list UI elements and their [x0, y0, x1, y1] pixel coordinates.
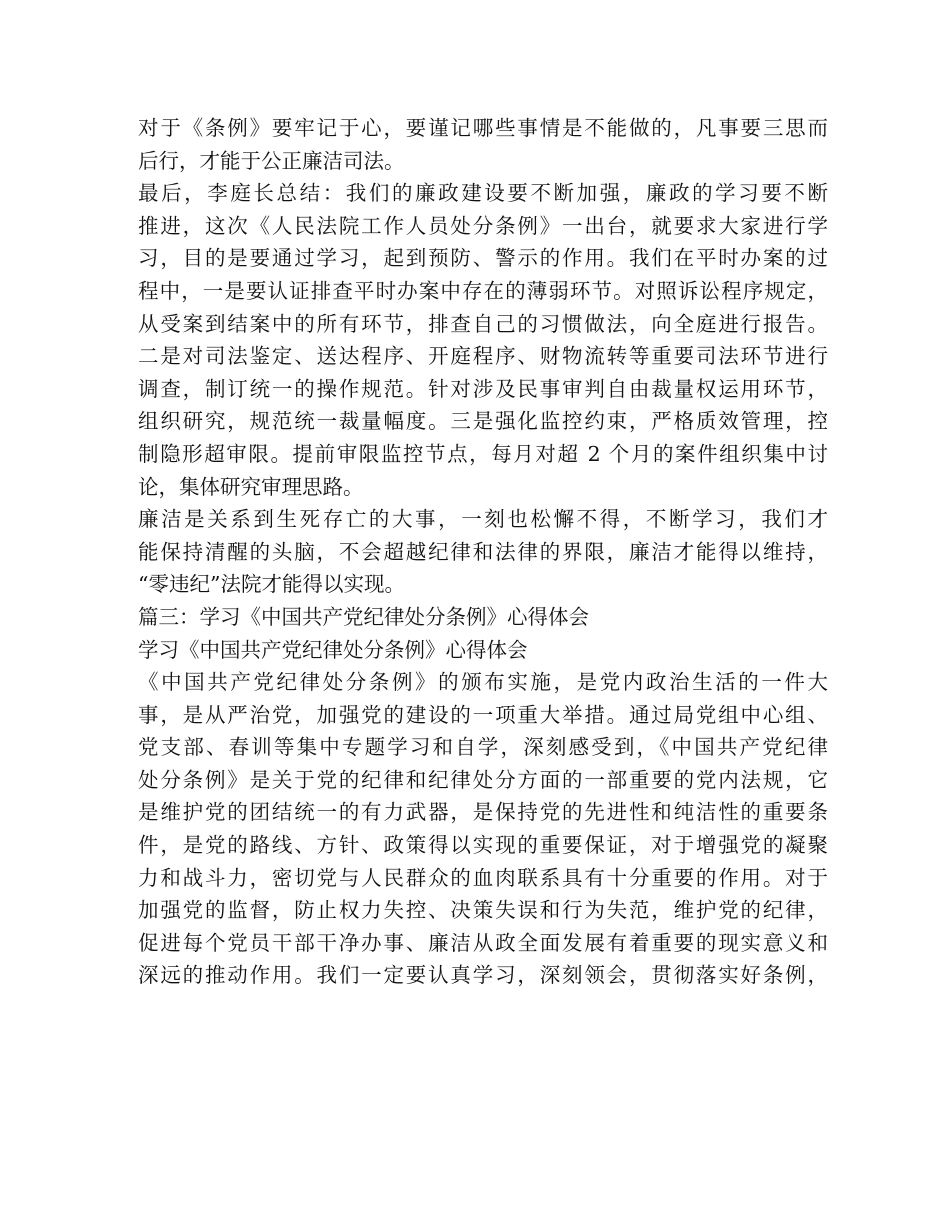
text-line: 是维护党的团结统一的有力武器，是保持党的先进性和纯洁性的重要条: [138, 800, 828, 825]
text-line: 组织研究，规范统一裁量幅度。三是强化监控约束，严格质效管理，控: [138, 409, 828, 434]
text-line: 后行，才能于公正廉洁司法。: [138, 148, 405, 173]
text-line: 加强党的监督，防止权力失控、决策失误和行为失范，维护党的纪律，: [138, 898, 828, 923]
text-line: 调查，制订统一的操作规范。针对涉及民事审判自由裁量权运用环节，: [138, 376, 828, 401]
text-line: 篇三：学习《中国共产党纪律处分条例》心得体会: [138, 604, 589, 629]
text-line: 最后，李庭长总结：我们的廉政建设要不断加强，廉政的学习要不断: [138, 181, 828, 206]
text-line: 习，目的是要通过学习，起到预防、警示的作用。我们在平时办案的过: [138, 246, 828, 271]
text-line: 促进每个党员干部干净办事、廉洁从政全面发展有着重要的现实意义和: [138, 930, 828, 955]
text-line: 事，是从严治党，加强党的建设的一项重大举措。通过局党组中心组、: [138, 702, 828, 727]
document-body: [138, 112, 828, 992]
text-line: 推进，这次《人民法院工作人员处分条例》一出台，就要求大家进行学: [138, 213, 828, 238]
text-line: 深远的推动作用。我们一定要认真学习，深刻领会，贯彻落实好条例，: [138, 963, 828, 988]
text-line: 从受案到结案中的所有环节，排查自己的习惯做法，向全庭进行报告。: [138, 311, 828, 336]
text-line: 能保持清醒的头脑，不会超越纪律和法律的界限，廉洁才能得以维持，: [138, 539, 828, 564]
text-line: 党支部、春训等集中专题学习和自学，深刻感受到，《中国共产党纪律: [138, 735, 828, 760]
text-line: 对于《条例》要牢记于心，要谨记哪些事情是不能做的，凡事要三思而: [138, 116, 828, 140]
text-line: 论，集体研究审理思路。: [138, 474, 364, 499]
text-line: 学习《中国共产党纪律处分条例》心得体会: [138, 637, 528, 662]
text-line: 《中国共产党纪律处分条例》的颁布实施，是党内政治生活的一件大: [138, 670, 828, 695]
text-line: 处分条例》是关于党的纪律和纪律处分方面的一部重要的党内法规，它: [138, 767, 828, 792]
text-line: 二是对司法鉴定、送达程序、开庭程序、财物流转等重要司法环节进行: [138, 344, 828, 369]
text-line: 制隐形超审限。提前审限监控节点，每月对超 2 个月的案件组织集中讨: [138, 441, 828, 466]
text-line: 力和战斗力，密切党与人民群众的血肉联系具有十分重要的作用。对于: [138, 865, 828, 890]
text-line: 廉洁是关系到生死存亡的大事，一刻也松懈不得，不断学习，我们才: [138, 507, 828, 532]
text-line: 件，是党的路线、方针、政策得以实现的重要保证，对于增强党的凝聚: [138, 833, 828, 858]
text-line: 程中，一是要认证排查平时办案中存在的薄弱环节。对照诉讼程序规定，: [138, 278, 828, 303]
text-line: “零违纪”法院才能得以实现。: [138, 572, 405, 597]
